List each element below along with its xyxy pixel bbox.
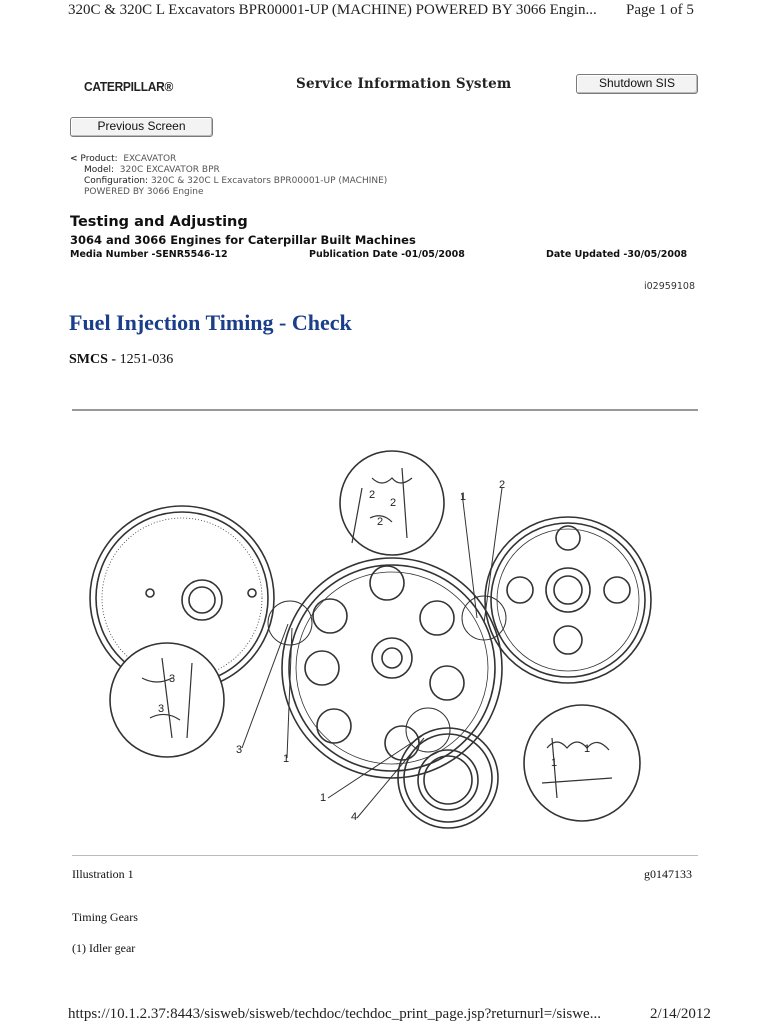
label-1e: 1 xyxy=(584,743,591,755)
document-title: Fuel Injection Timing - Check xyxy=(69,310,352,335)
print-footer-date: 2/14/2012 xyxy=(650,1006,711,1022)
illustration-id: g0147133 xyxy=(644,867,692,881)
label-1b: 1 xyxy=(283,753,290,765)
configuration-label: Configuration: xyxy=(84,176,149,186)
label-2d: 2 xyxy=(499,479,506,491)
smcs-line xyxy=(69,352,173,368)
caterpillar-logo: CATERPILLAR® xyxy=(84,79,173,94)
label-2b: 2 xyxy=(390,497,397,509)
section-heading: Testing and Adjusting xyxy=(70,214,248,230)
content-item-1: (1) Idler gear xyxy=(72,941,136,955)
smcs-value: 1251-036 xyxy=(119,352,174,367)
timing-gears-illustration xyxy=(72,418,698,846)
section-subheading: 3064 and 3066 Engines for Caterpillar Built Machines xyxy=(70,233,416,247)
label-1c: 1 xyxy=(320,792,327,804)
label-2a: 2 xyxy=(369,489,376,501)
print-header-title: 320C & 320C L Excavators BPR00001-UP (MACHINE) POWERED BY 3066 Engin... xyxy=(68,2,597,18)
label-3a: 3 xyxy=(169,673,176,685)
divider xyxy=(72,409,698,411)
shutdown-sis-button[interactable]: Shutdown SIS xyxy=(576,74,698,94)
label-1d: 1 xyxy=(551,757,558,769)
smcs-label: SMCS - xyxy=(69,352,117,367)
label-2c: 2 xyxy=(377,516,384,528)
previous-screen-button[interactable]: Previous Screen xyxy=(70,117,213,137)
publication-date: Publication Date -01/05/2008 xyxy=(309,249,465,260)
label-3b: 3 xyxy=(158,703,165,715)
label-4: 4 xyxy=(351,811,358,823)
configuration-value-continued: POWERED BY 3066 Engine xyxy=(84,187,204,197)
document-id: i02959108 xyxy=(644,281,695,292)
breadcrumb xyxy=(70,154,387,198)
configuration-value: 320C & 320C L Excavators BPR00001-UP (MACHINE) xyxy=(150,176,388,186)
model-value: 320C EXCAVATOR BPR xyxy=(119,165,220,175)
date-updated: Date Updated -30/05/2008 xyxy=(546,249,688,260)
label-3c: 3 xyxy=(236,744,243,756)
content-heading: Timing Gears xyxy=(72,910,138,924)
media-number: Media Number -SENR5546-12 xyxy=(70,249,228,260)
print-footer-url: https://10.1.2.37:8443/sisweb/sisweb/techdoc/techdoc_print_page.jsp?returnurl=/siswe... xyxy=(68,1006,601,1022)
back-chevron-icon[interactable]: < xyxy=(70,154,78,164)
product-label: Product: xyxy=(80,154,118,164)
app-title: Service Information System xyxy=(296,76,512,92)
print-header-page: Page 1 of 5 xyxy=(626,2,694,18)
divider-bottom xyxy=(72,855,698,856)
illustration-caption: Illustration 1 xyxy=(72,867,134,881)
product-value: EXCAVATOR xyxy=(123,154,177,164)
model-label: Model: xyxy=(84,165,115,175)
label-1a: 1 xyxy=(460,491,467,503)
